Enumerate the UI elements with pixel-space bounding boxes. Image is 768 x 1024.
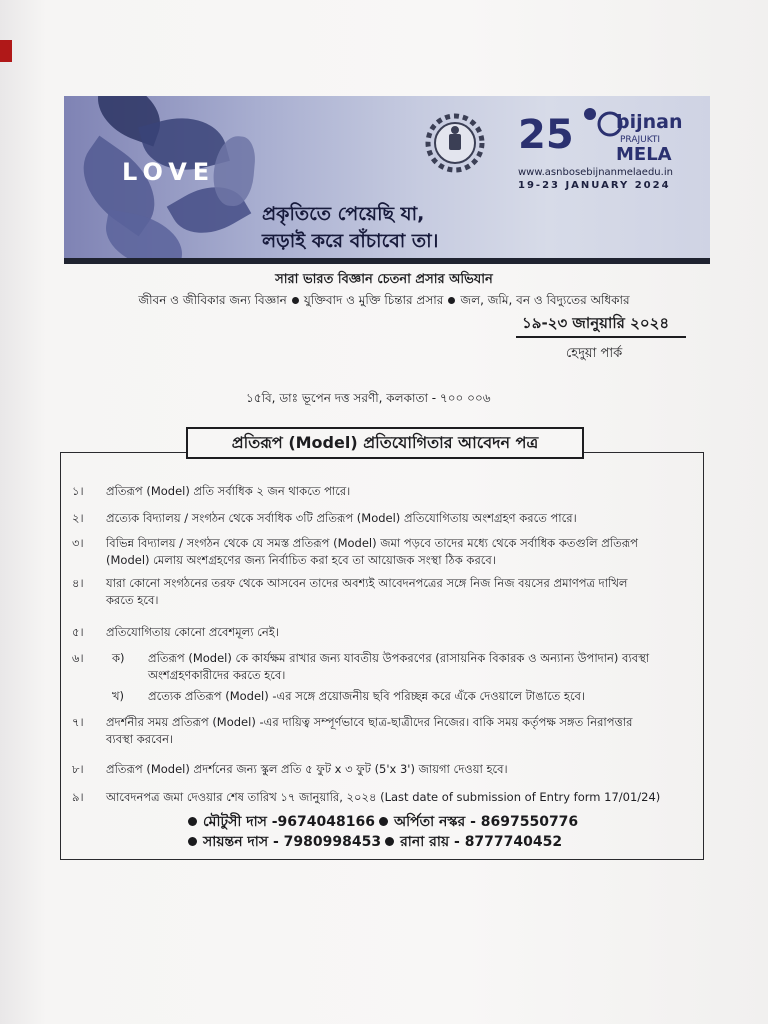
rule-number: ৩। (72, 536, 84, 550)
bullet-icon (385, 837, 394, 846)
rule-text (106, 624, 279, 641)
rule-text-line: করতে হবে। (106, 593, 159, 607)
address: ১৫বি, ডাঃ ভূপেন দত্ত সরণী, কলকাতা - ৭০০ ০০৬ (246, 391, 491, 405)
rule-number: ৭। (72, 715, 84, 729)
banner-dates: 19-23 JANUARY 2024 (518, 180, 671, 191)
rule-text-line: প্রতিরূপ (Model) প্রতি সর্বাধিক ২ জন থাকতে পারে। (106, 484, 351, 498)
venue: হেদুয়া পার্ক (566, 346, 623, 361)
bullet-icon (448, 297, 455, 304)
rule-text (106, 789, 660, 806)
gear-emblem-icon (416, 104, 494, 182)
rule-text (106, 761, 508, 778)
rule-text (106, 575, 627, 609)
rule-number: ৯। (72, 790, 84, 804)
rule-number: ৫। (72, 625, 84, 639)
organization-name: সারা ভারত বিজ্ঞান চেতনা প্রসার অভিযান (275, 272, 493, 287)
event-dates: ১৯-২৩ জানুয়ারি ২০২৪ (522, 314, 670, 332)
rule-number: ২। (72, 511, 84, 525)
slogan-line-2: লড়াই করে বাঁচাবো তা। (262, 230, 439, 252)
slogan-line-1: প্রকৃতিতে পেয়েছি যা, (262, 203, 425, 225)
rule-text-line: (Model) মেলায় অংশগ্রহণের জন্য নির্বাচিত করা হবে তা আয়োজক সংস্থা ঠিক করবে। (106, 553, 496, 567)
rule-number: ৮। (72, 762, 84, 776)
rule-text-line: ব্যবস্থা করবেন। (106, 732, 174, 746)
rule-text-line: প্রতিরূপ (Model) প্রদর্শনের জন্য স্কুল প্রতি ৫ ফুট x ৩ ফুট (5'x 3') জায়গা দেওয়া হবে। (106, 762, 508, 776)
logo-name-1: bijnan (616, 111, 683, 133)
contact-item: রানা রায় - 8777740452 (400, 834, 563, 850)
rule-number: ৪। (72, 576, 84, 590)
banner-underline (64, 258, 710, 264)
rule-text-line: প্রদর্শনীর সময় প্রতিরূপ (Model) -এর দায়িত্ব সম্পূর্ণভাবে ছাত্র-ছাত্রীদের নিজের। বাকি সময় কর্তৃপক্ষ সঙ্গত নিরাপত্তার (106, 715, 633, 729)
contact-item: সায়ন্তন দাস - 7980998453 (203, 834, 382, 850)
sub-rule-text-line: প্রত্যেক প্রতিরূপ (Model) -এর সঙ্গে প্রয়োজনীয় ছবি পরিচ্ছন্ন করে এঁকে দেওয়ালে টাঙাতে হবে। (148, 689, 586, 703)
form-title: প্রতিরূপ (Model) প্রতিযোগিতার আবেদন পত্র (186, 427, 584, 459)
rule-text-line: প্রত্যেক বিদ্যালয় / সংগঠন থেকে সর্বাধিক ৩টি প্রতিরূপ (Model) প্রতিযোগিতায় অংশগ্রহণ করতে পারে। (106, 511, 577, 525)
logo-number: 25 (518, 112, 574, 158)
rule-text-line: প্রতিযোগিতায় কোনো প্রবেশমূল্য নেই। (106, 625, 279, 639)
logo-name-2: PRAJUKTI (620, 135, 661, 145)
bullet-icon (379, 817, 388, 826)
sub-rule-label: খ) (112, 689, 125, 703)
rule-text-line: যারা কোনো সংগঠনের তরফ থেকে আসবেন তাদের অবশ্যই আবেদনপত্রের সঙ্গে নিজ নিজ বয়সের প্রমাণপত্র দাখিল (106, 576, 628, 590)
rule-text (106, 714, 632, 748)
contact-item: অর্পিতা নস্কর - 8697550776 (393, 814, 579, 830)
rule-text (106, 483, 350, 500)
bullet-icon (188, 817, 197, 826)
rule-text (106, 510, 577, 527)
rule-number: ১। (72, 484, 84, 498)
badge-icon (584, 108, 596, 120)
love-text: LOVE (122, 158, 216, 186)
rule-number: ৬। (72, 651, 84, 665)
contact-row (184, 830, 562, 854)
theme-item: জীবন ও জীবিকার জন্য বিজ্ঞান (138, 293, 287, 307)
rule-text-line: আবেদনপত্র জমা দেওয়ার শেষ তারিখ ১৭ জানুয়ারি, ২০২৪ (Last date of submission of Entry form 17/01/24) (106, 790, 661, 804)
theme-line (0, 292, 768, 312)
banner-url: www.asnbosebijnanmelaedu.in (518, 167, 673, 178)
logo-name-3: MELA (616, 144, 672, 165)
date-underline (516, 336, 686, 338)
rule-text-line: বিভিন্ন বিদ্যালয় / সংগঠন থেকে যে সমস্ত প্রতিরূপ (Model) জমা পড়বে তাদের মধ্যে থেকে সর্বাধিক কতগুলি প্রতিরূপ (106, 536, 638, 550)
contact-item: মৌটুসী দাস -9674048166 (203, 814, 375, 830)
paper-edge-mark (0, 40, 12, 62)
sub-rule-text-line: প্রতিরূপ (Model) কে কার্যক্ষম রাখার জন্য যাবতীয় উপকরণের (রাসায়নিক বিকারক ও অন্যান্য উপাদান) ব্যবস্থা (148, 651, 650, 665)
sub-rule-text-line: অংশগ্রহণকারীদের করতে হবে। (148, 668, 286, 682)
theme-item: জল, জমি, বন ও বিদ্যুতের অধিকার (460, 293, 630, 307)
bullet-icon (188, 837, 197, 846)
rule-text (106, 535, 638, 569)
sub-rule-text (148, 688, 585, 705)
bullet-icon (292, 297, 299, 304)
sub-rule-label: ক) (112, 651, 125, 665)
theme-item: যুক্তিবাদ ও মুক্তি চিন্তার প্রসার (303, 293, 444, 307)
sub-rule-text (148, 650, 649, 684)
